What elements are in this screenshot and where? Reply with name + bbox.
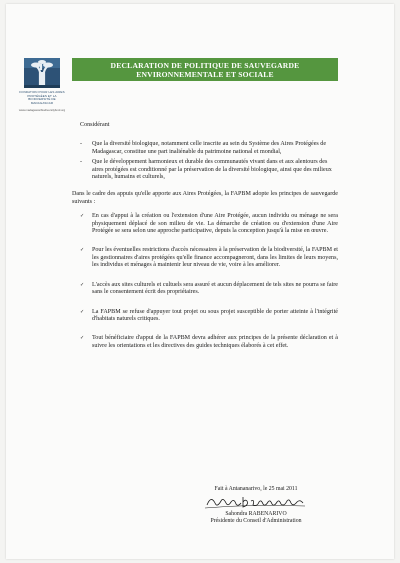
considerant-item [80,141,338,156]
considerant-text: Que la diversité biologique, notamment celle inscrite au sein du Système des Aires Protégées de Madagascar, constitue une part inaliénable du patrimoine national et mondial, [92,141,327,155]
principle-item [80,247,338,269]
organization-logo [18,56,66,112]
handwritten-signature [201,493,311,511]
declaration-body [72,122,338,362]
document-page [6,4,394,559]
checkmark-icon: ✓ [80,248,85,254]
principle-text: La FAPBM se refuse d'appuyer tout projet ou sous projet susceptible de porter atteinte à l'intégrité d'habitats naturels critiques. [92,308,338,322]
signature-block [196,486,316,525]
place-and-date: Fait à Antananarivo, le 25 mai 2011 [214,486,298,492]
baobab-logo-icon [18,56,66,90]
title-line-1: DECLARATION DE POLITIQUE DE SAUVEGARDE [110,60,300,70]
principle-text: Pour les éventuelles restrictions d'accès nécessaires à la préservation de la biodiversité, la FAPBM et les gestionnaires d'aires protégées qu'elle finance accompagneront, dans les limites de leurs moyens, les individus et ménages à maintenir leur niveau de vie, voire à les améliorer. [92,247,338,269]
checkmark-icon: ✓ [80,282,85,288]
logo-website-url: www.madagascarbiodiversityfund.org [18,108,66,113]
principle-text: En cas d'appui à la création ou l'extension d'une Aire Protégée, aucun individu ou ménage ne sera physiquement déplacé de son milieu de vie. La démarche de création ou d'extension d'une Aire Protégée se sera selon une approche participative, depuis la conception jusqu'à la mise en œuvre. [92,213,338,235]
title-line-2: ENVIRONNEMENTALE ET SOCIALE [136,69,274,79]
principle-item [80,282,338,297]
signatory-name: Sahondra RABENARIVO [225,511,287,517]
dash-bullet: - [80,159,83,166]
declaration-title-banner [72,58,338,81]
principle-item [80,309,338,324]
logo-organization-name: FONDATION POUR LES AIRES PROTÉGÉES ET LA BIODIVERSITÉ DE MADAGASCAR [19,90,65,105]
dash-bullet: - [80,141,83,148]
principles-list [80,213,338,350]
checkmark-icon: ✓ [80,309,85,315]
signatory-role: Présidente du Conseil d'Administration [210,518,302,524]
principles-intro: Dans le cadre des appuis qu'elle apporte aux Aires Protégées, la FAPBM adopte les principes de sauvegarde suivants : [72,191,338,205]
principle-item [80,213,338,235]
considerant-heading: Considérant [80,122,110,128]
principle-text: L'accès aux sites culturels et cultuels sera assuré et aucun déplacement de tels sites ne pourra se faire sans le consentement écrit des propriétaires. [92,281,338,296]
principle-text: Tout bénéficiaire d'appui de la FAPBM devra adhérer aux principes de la présente déclaration et à suivre les orientations et les directives des guides techniques élaborés à cet effet. [92,335,338,349]
checkmark-icon: ✓ [80,336,85,342]
considerant-text: Que le développement harmonieux et durable des communautés vivant dans et aux alentours des aires protégées est conditionné par la préservation de la diversité biologique, ainsi que des milieux naturels, humains et culturels, [92,159,332,181]
considerant-item [80,159,338,181]
principle-item [80,335,338,350]
checkmark-icon: ✓ [80,214,85,220]
considerant-list [80,141,338,181]
